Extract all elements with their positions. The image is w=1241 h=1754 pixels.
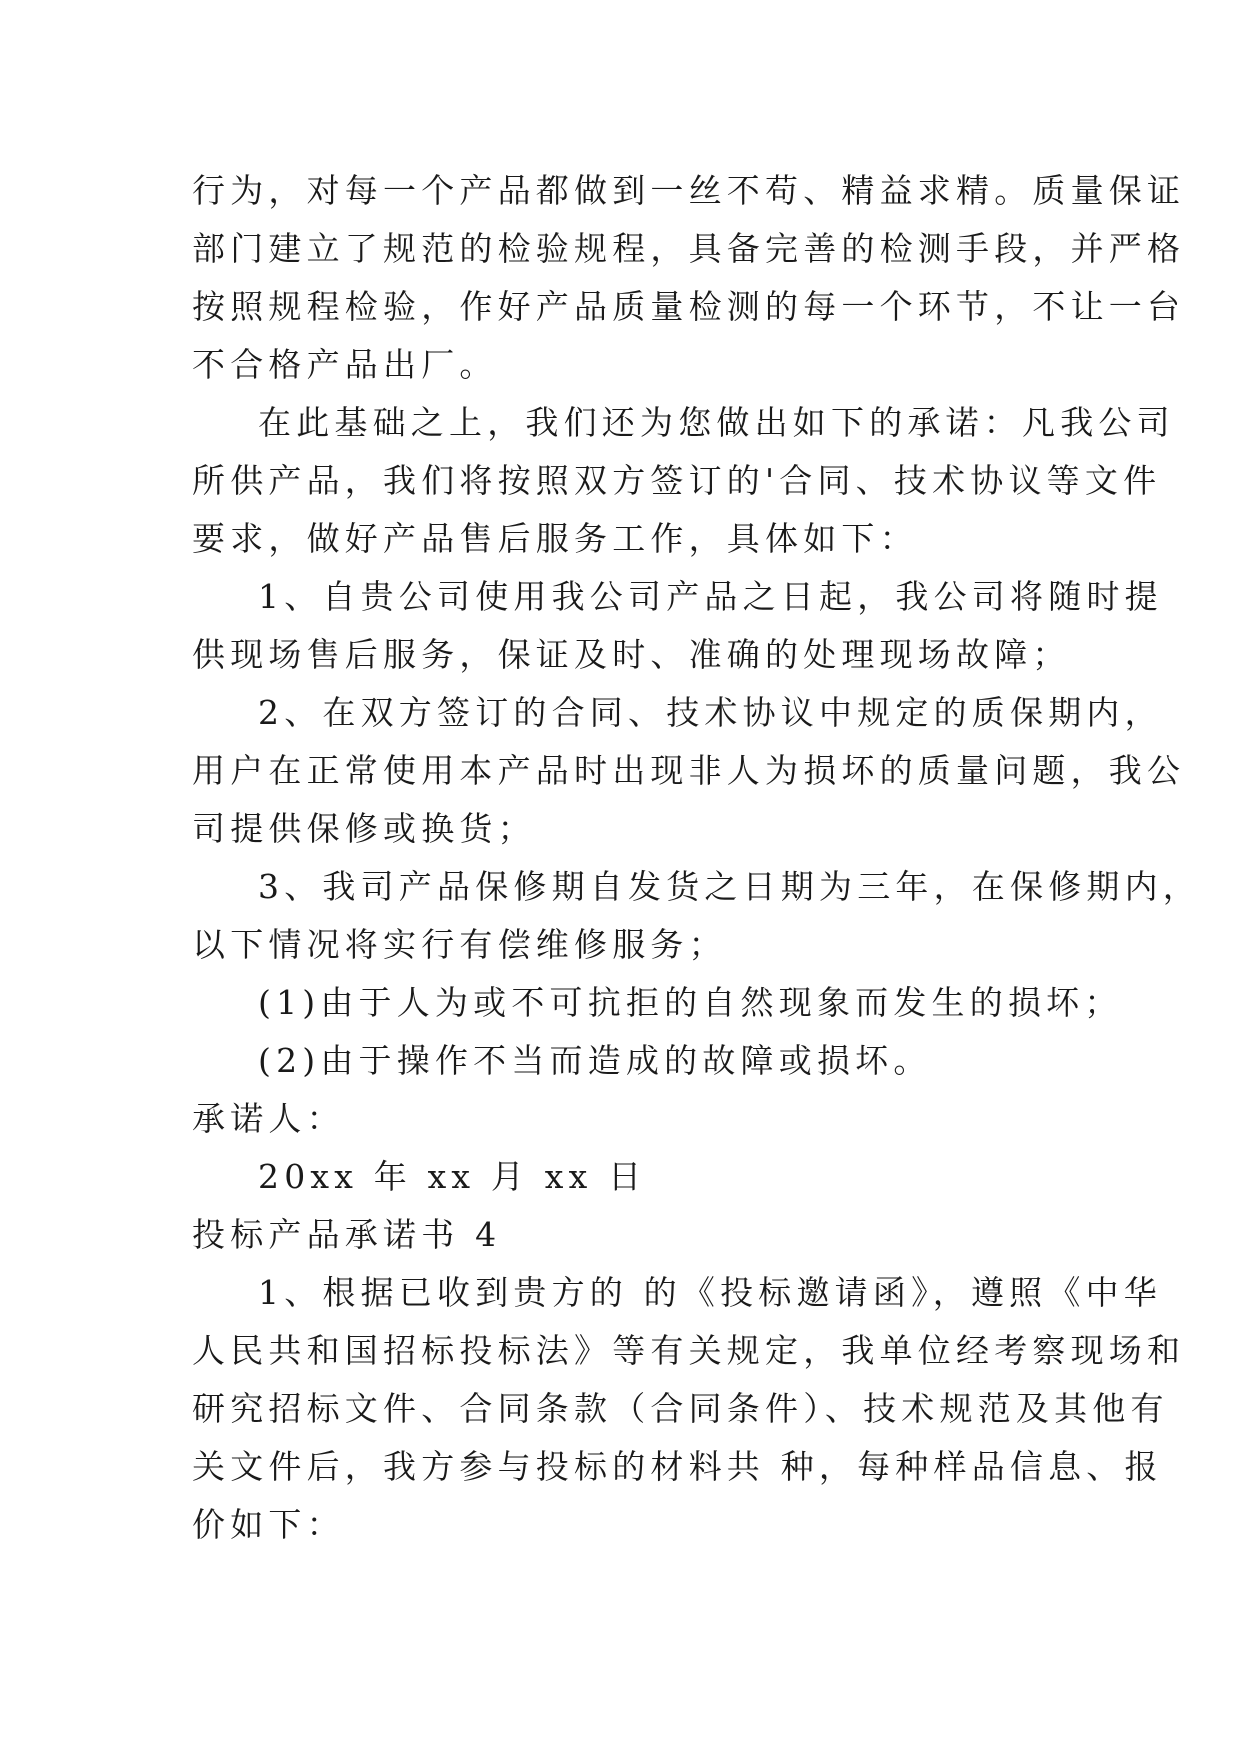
- list-item-line: 用户在正常使用本产品时出现非人为损坏的质量问题，我公: [192, 751, 1186, 790]
- sub-list-item: (2)由于操作不当而造成的故障或损坏。: [258, 1041, 932, 1080]
- list-item-line: 以下情况将实行有偿维修服务；: [192, 925, 727, 964]
- paragraph-line: 研究招标文件、合同条款（合同条件）、技术规范及其他有: [192, 1389, 1169, 1428]
- paragraph-line: 要求，做好产品售后服务工作，具体如下：: [192, 519, 918, 558]
- paragraph-line: 所供产品，我们将按照双方签订的'合同、技术协议等文件: [192, 461, 1162, 500]
- signatory-label: 承诺人：: [192, 1099, 345, 1138]
- list-item-line: 3、我司产品保修期自发货之日期为三年，在保修期内，: [258, 867, 1201, 906]
- section-heading: 投标产品承诺书 4: [192, 1215, 502, 1254]
- date-line: 20xx 年 xx 月 xx 日: [258, 1157, 647, 1196]
- list-item-line: 司提供保修或换货；: [192, 809, 536, 848]
- sub-list-item: (1)由于人为或不可抗拒的自然现象而发生的损坏；: [258, 983, 1123, 1022]
- paragraph-line: 部门建立了规范的检验规程，具备完善的检测手段，并严格: [192, 229, 1186, 268]
- paragraph-line: 在此基础之上，我们还为您做出如下的承诺：凡我公司: [258, 403, 1175, 442]
- list-item-line: 供现场售后服务，保证及时、准确的处理现场故障；: [192, 635, 1071, 674]
- list-item-line: 2、在双方签订的合同、技术协议中规定的质保期内，: [258, 693, 1163, 732]
- paragraph-line: 行为，对每一个产品都做到一丝不苟、精益求精。质量保证: [192, 171, 1186, 210]
- paragraph-line: 价如下：: [192, 1505, 345, 1544]
- paragraph-line: 1、根据已收到贵方的 的《投标邀请函》，遵照《中华: [258, 1273, 1162, 1312]
- paragraph-line: 不合格产品出厂。: [192, 345, 498, 384]
- paragraph-line: 关文件后，我方参与投标的材料共 种，每种样品信息、报: [192, 1447, 1163, 1486]
- paragraph-line: 按照规程检验，作好产品质量检测的每一个环节，不让一台: [192, 287, 1186, 326]
- list-item-line: 1、自贵公司使用我公司产品之日起，我公司将随时提: [258, 577, 1163, 616]
- paragraph-line: 人民共和国招标投标法》等有关规定，我单位经考察现场和: [192, 1331, 1186, 1370]
